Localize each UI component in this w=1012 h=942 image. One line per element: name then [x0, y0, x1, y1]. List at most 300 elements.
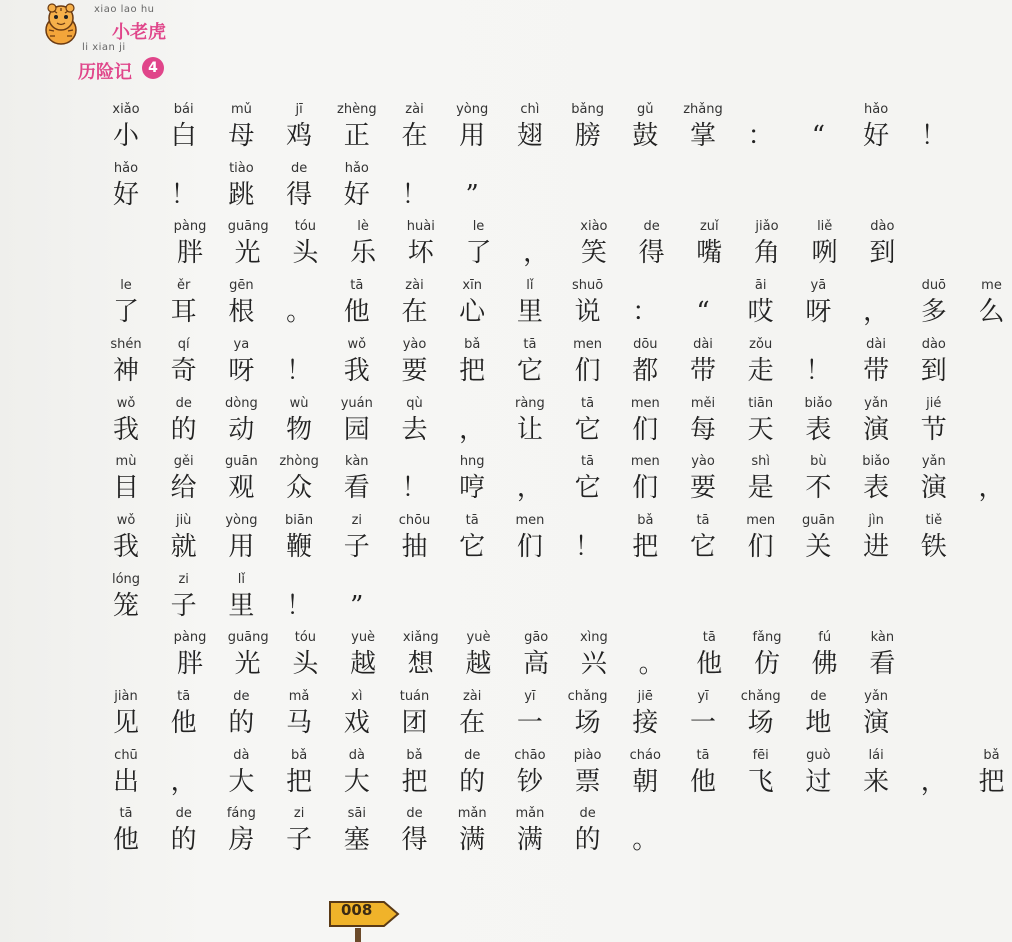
pinyin-character [568, 335, 608, 387]
pinyin-character [279, 452, 319, 504]
pinyin: bǎ [637, 512, 654, 528]
hanzi: 钞 [516, 766, 543, 797]
hanzi: 抽 [401, 531, 428, 562]
hanzi: 飞 [747, 766, 774, 797]
hanzi: ！ [286, 590, 313, 621]
pinyin: men [515, 512, 545, 528]
pinyin-character [343, 628, 383, 680]
hanzi: 用 [459, 121, 486, 151]
pinyin: biǎo [804, 395, 833, 411]
hanzi: 光 [234, 238, 261, 269]
hanzi: 们 [632, 414, 659, 445]
pinyin: jìn [868, 512, 884, 528]
pinyin: xiǎo [112, 102, 140, 117]
hanzi: 咧 [811, 238, 838, 269]
pinyin: yǎn [921, 454, 946, 470]
pinyin: yī [697, 689, 709, 704]
pinyin: fēi [752, 747, 769, 763]
pinyin-character [516, 217, 556, 269]
pinyin: lóng [111, 571, 141, 587]
pinyin-character [625, 335, 665, 387]
hanzi: 看 [343, 473, 370, 504]
hanzi: 在 [459, 708, 486, 738]
hanzi: 它 [516, 355, 543, 386]
pinyin: guāng [227, 219, 269, 235]
hanzi: ！ [170, 179, 197, 210]
pinyin-character [337, 804, 377, 856]
pinyin-character [170, 628, 210, 680]
hanzi: ， [170, 766, 197, 797]
pinyin [395, 159, 435, 179]
hanzi: 的 [170, 825, 197, 856]
pinyin-character [337, 687, 377, 739]
hanzi: 房 [228, 825, 255, 856]
pinyin-character [164, 746, 204, 798]
pinyin-character [106, 570, 146, 622]
pinyin: mǎ [288, 689, 310, 704]
pinyin: pàng [173, 219, 207, 235]
pinyin: ràng [514, 395, 545, 411]
pinyin-character [683, 276, 723, 328]
hanzi: 头 [292, 649, 319, 680]
hanzi: 耳 [170, 297, 197, 328]
pinyin: de [643, 219, 660, 235]
hanzi: 越 [465, 649, 492, 680]
hanzi: ， [863, 297, 890, 328]
hanzi: ， [978, 473, 1005, 504]
pinyin-character [395, 452, 435, 504]
pinyin: yī [524, 689, 536, 704]
hanzi: 好 [112, 179, 139, 210]
pinyin-character [279, 159, 319, 211]
pinyin: mǎn [515, 806, 545, 822]
hanzi: 塞 [343, 825, 370, 856]
pinyin: wǒ [116, 395, 136, 411]
hanzi: 把 [459, 355, 486, 386]
pinyin: fáng [226, 806, 256, 822]
pinyin: zhèng [337, 102, 377, 117]
pinyin-character [395, 687, 435, 739]
hanzi: 是 [747, 473, 774, 504]
hanzi: 它 [459, 531, 486, 562]
hanzi: 。 [638, 649, 665, 680]
hanzi: 白 [170, 121, 197, 151]
pinyin-character [568, 276, 608, 328]
pinyin: shén [110, 336, 142, 352]
hanzi: 表 [863, 473, 890, 504]
pinyin-character [164, 452, 204, 504]
pinyin: guān [802, 512, 835, 528]
pinyin-character [683, 335, 723, 387]
pinyin: chāo [514, 747, 546, 763]
pinyin-character [625, 687, 665, 739]
pinyin: jiù [175, 512, 192, 528]
hanzi: 们 [574, 355, 601, 386]
pinyin-character [914, 276, 954, 328]
pinyin [279, 335, 319, 355]
pinyin: hng [459, 454, 485, 470]
pinyin: wǒ [347, 336, 367, 352]
pinyin-character [337, 746, 377, 798]
pinyin: kàn [345, 454, 369, 470]
hanzi: 说 [574, 297, 601, 328]
pinyin-character [747, 217, 787, 269]
hanzi: 团 [401, 708, 428, 738]
pinyin-character [574, 628, 614, 680]
pinyin: yuè [351, 630, 376, 646]
hanzi: 演 [863, 708, 890, 738]
pinyin-character [914, 511, 954, 563]
pinyin: de [810, 689, 827, 704]
hanzi: 小 [112, 121, 139, 151]
hanzi: 目 [112, 473, 139, 504]
pinyin-character [164, 394, 204, 446]
hanzi: 我 [343, 355, 370, 386]
pinyin: lǐ [526, 278, 534, 294]
hanzi: ， [920, 766, 947, 797]
pinyin-character [798, 687, 838, 739]
pinyin: lè [357, 219, 369, 235]
hanzi: 心 [459, 297, 486, 328]
hanzi: 们 [516, 531, 543, 562]
pinyin: pàng [173, 630, 207, 646]
pinyin [279, 570, 319, 590]
pinyin: le [472, 219, 485, 235]
pinyin-character [401, 628, 441, 680]
pinyin-character [452, 452, 492, 504]
hanzi: 想 [407, 649, 434, 680]
pinyin: yuán [340, 395, 373, 411]
pinyin: lǐ [237, 571, 245, 587]
pinyin: ya [233, 336, 250, 352]
pinyin-character [164, 804, 204, 856]
pinyin: fǎng [752, 630, 782, 646]
pinyin: men [630, 395, 660, 411]
hanzi: 戏 [343, 708, 370, 738]
hanzi: 一 [516, 708, 543, 738]
pinyin: dà [348, 747, 365, 763]
hanzi: 母 [228, 121, 255, 151]
pinyin-character [683, 511, 723, 563]
pinyin [395, 452, 435, 472]
hanzi: ： [747, 121, 774, 151]
pinyin: de [579, 806, 596, 822]
pinyin: mǎn [457, 806, 487, 822]
pinyin-character [106, 159, 146, 211]
pinyin-character [106, 687, 146, 739]
hanzi: “ [696, 297, 710, 328]
hanzi: ！ [920, 121, 947, 151]
pinyin-character [798, 335, 838, 387]
hanzi: ！ [401, 179, 428, 210]
pinyin-character [395, 746, 435, 798]
hanzi: 不 [805, 473, 832, 504]
hanzi: ！ [401, 473, 428, 504]
hanzi: 场 [747, 708, 774, 738]
hanzi: 大 [228, 766, 255, 797]
pinyin-character [395, 159, 435, 211]
pinyin-character [164, 276, 204, 328]
pinyin-character [164, 687, 204, 739]
hanzi: 么 [978, 297, 1005, 328]
pinyin [279, 276, 319, 296]
pinyin-character [856, 276, 896, 328]
pinyin: xìng [579, 630, 608, 646]
pinyin: dào [921, 336, 946, 352]
hanzi: 头 [292, 238, 319, 269]
pinyin: de [233, 689, 250, 704]
pinyin-character [106, 335, 146, 387]
hanzi: 神 [112, 355, 139, 386]
hanzi: 见 [112, 708, 139, 738]
hanzi: 要 [689, 473, 716, 504]
pinyin-character [741, 335, 781, 387]
pinyin: jī [295, 102, 303, 117]
pinyin-character [452, 804, 492, 856]
hanzi: 膀 [574, 121, 601, 151]
hanzi: 就 [170, 531, 197, 562]
pinyin: bǎ [983, 747, 1000, 763]
hanzi: 。 [632, 825, 659, 856]
hanzi: ， [523, 238, 550, 269]
hanzi: 我 [112, 414, 139, 445]
pinyin-character [221, 746, 261, 798]
hanzi: 给 [170, 473, 197, 504]
pinyin: xiào [580, 219, 608, 235]
pinyin: āi [754, 278, 767, 294]
pinyin: biān [285, 512, 314, 528]
pinyin [164, 746, 204, 766]
pinyin: dòng [225, 395, 258, 411]
pinyin-character [285, 217, 325, 269]
hanzi: 在 [401, 121, 428, 151]
pinyin: kàn [870, 630, 895, 646]
hanzi: 他 [170, 708, 197, 738]
pinyin-character [516, 628, 556, 680]
pinyin: zài [405, 102, 424, 117]
hanzi: 得 [286, 179, 313, 210]
pinyin-character [798, 511, 838, 563]
pinyin-character [221, 570, 261, 622]
pinyin: de [406, 806, 423, 822]
pinyin-character [856, 452, 896, 504]
hanzi: 根 [228, 297, 255, 328]
pinyin: yòng [456, 102, 489, 117]
pinyin-character [683, 452, 723, 504]
pinyin-character [164, 159, 204, 211]
pinyin: bǎ [290, 747, 308, 763]
pinyin-character [856, 746, 896, 798]
pinyin: tā [702, 630, 716, 646]
pinyin-character [279, 687, 319, 739]
pinyin-character [228, 628, 268, 680]
pinyin: qù [406, 395, 423, 411]
pinyin-character [568, 394, 608, 446]
pinyin: tiān [748, 395, 774, 411]
hanzi: 。 [286, 297, 313, 328]
pinyin-character [625, 394, 665, 446]
pinyin: piào [573, 747, 602, 763]
hanzi: 走 [747, 355, 774, 386]
pinyin-character [452, 100, 492, 152]
hanzi: 哎 [747, 297, 774, 328]
hanzi: 了 [465, 238, 492, 269]
hanzi: 翅 [516, 121, 543, 151]
pinyin-character [798, 276, 838, 328]
pinyin: cháo [629, 747, 661, 763]
pinyin: chǎng [567, 689, 608, 704]
pinyin-character [279, 570, 319, 622]
pinyin: dài [693, 336, 713, 352]
hanzi: 们 [747, 531, 774, 562]
hanzi: 里 [516, 297, 543, 328]
pinyin: yǎn [864, 689, 889, 704]
pinyin: yòng [225, 512, 258, 528]
hanzi: 带 [689, 355, 716, 386]
pinyin-character [568, 687, 608, 739]
pinyin: shì [751, 454, 770, 470]
pinyin: chōu [398, 512, 431, 528]
pinyin [741, 100, 781, 120]
pinyin-character [747, 628, 787, 680]
hanzi: 的 [228, 708, 255, 738]
pinyin: dài [866, 336, 887, 352]
pinyin-character [689, 628, 729, 680]
series-title-1: 小老虎 [112, 22, 166, 43]
hanzi: 角 [753, 238, 780, 269]
pinyin-character [164, 100, 204, 152]
pinyin: tuán [399, 689, 430, 704]
hanzi: ！ [286, 355, 313, 386]
pinyin-character [337, 452, 377, 504]
hanzi: 众 [286, 473, 313, 504]
pinyin-character [452, 511, 492, 563]
pinyin-character [221, 452, 261, 504]
hanzi: ！ [574, 531, 601, 562]
pinyin: guān [225, 454, 258, 470]
pinyin: yuè [466, 630, 491, 646]
pinyin: tā [465, 512, 479, 528]
pinyin: jiàn [114, 689, 138, 704]
hanzi: 们 [632, 473, 659, 504]
pinyin-character [914, 394, 954, 446]
hanzi: 里 [228, 590, 255, 621]
hanzi: 得 [401, 825, 428, 856]
pinyin-character [221, 335, 261, 387]
hanzi: 鸡 [286, 121, 313, 151]
pinyin-character [741, 100, 781, 152]
pinyin-character [395, 335, 435, 387]
hanzi: “ [811, 121, 826, 151]
pinyin-character [510, 804, 550, 856]
pinyin-character [798, 746, 838, 798]
pinyin-character [337, 100, 377, 152]
pinyin-character [683, 746, 723, 798]
hanzi: 进 [863, 531, 890, 562]
hanzi: 他 [696, 649, 723, 680]
page-number: 008 [341, 901, 373, 919]
pinyin-character [568, 746, 608, 798]
pinyin: tā [581, 454, 595, 470]
hanzi: 用 [228, 531, 255, 562]
pinyin: huài [406, 219, 435, 235]
pinyin: tiě [925, 512, 943, 528]
pinyin: de [175, 395, 192, 411]
hanzi: 在 [401, 297, 428, 328]
pinyin: jiē [637, 689, 653, 704]
pinyin: zài [462, 689, 482, 704]
pinyin: tā [350, 278, 364, 294]
pinyin-character [625, 746, 665, 798]
pinyin-character [459, 628, 499, 680]
hanzi: ” [350, 590, 364, 621]
pinyin: shuō [571, 278, 604, 294]
hanzi: 光 [234, 649, 261, 680]
pinyin: guāng [227, 630, 269, 646]
pinyin: jiǎo [755, 219, 779, 235]
pinyin-character [228, 217, 268, 269]
hanzi: 奇 [170, 355, 197, 386]
hanzi: 乐 [350, 238, 377, 269]
pinyin-character [221, 276, 261, 328]
pinyin-character [510, 100, 550, 152]
pinyin-character [805, 217, 845, 269]
hanzi: 哼 [459, 473, 486, 504]
hanzi: 演 [863, 414, 890, 445]
pinyin-character [972, 276, 1012, 328]
hanzi: 一 [689, 708, 716, 738]
pinyin-character [914, 452, 954, 504]
hanzi: 让 [516, 414, 543, 445]
pinyin-character [510, 746, 550, 798]
pinyin-character [510, 394, 550, 446]
hanzi: 他 [112, 825, 139, 856]
pinyin-character [337, 335, 377, 387]
pinyin [164, 159, 204, 179]
pinyin-character [106, 394, 146, 446]
pinyin-character [164, 511, 204, 563]
pinyin: tā [696, 747, 710, 763]
pinyin [516, 217, 556, 237]
hanzi: 铁 [920, 531, 947, 562]
pinyin: mù [115, 454, 137, 470]
pinyin-character [689, 217, 729, 269]
pinyin [683, 276, 723, 296]
pinyin: xì [351, 689, 363, 704]
pinyin: hǎo [113, 160, 139, 176]
hanzi: 胖 [176, 649, 203, 680]
hanzi: 的 [574, 825, 601, 856]
hanzi: 每 [689, 414, 716, 445]
pinyin: de [290, 160, 308, 176]
pinyin-character [279, 276, 319, 328]
pinyin-character [625, 511, 665, 563]
pinyin-character [568, 452, 608, 504]
hanzi: ： [632, 297, 659, 328]
pinyin-character [279, 100, 319, 152]
pinyin-character [856, 687, 896, 739]
pinyin-character [972, 452, 1012, 504]
hanzi: 胖 [176, 238, 203, 269]
pinyin-character [683, 100, 723, 152]
pinyin: tā [581, 395, 595, 411]
pinyin: zi [293, 806, 305, 822]
pinyin [568, 511, 608, 531]
pinyin-character [510, 452, 550, 504]
pinyin-character [106, 100, 146, 152]
pinyin [798, 100, 838, 120]
pinyin: yào [402, 336, 427, 352]
